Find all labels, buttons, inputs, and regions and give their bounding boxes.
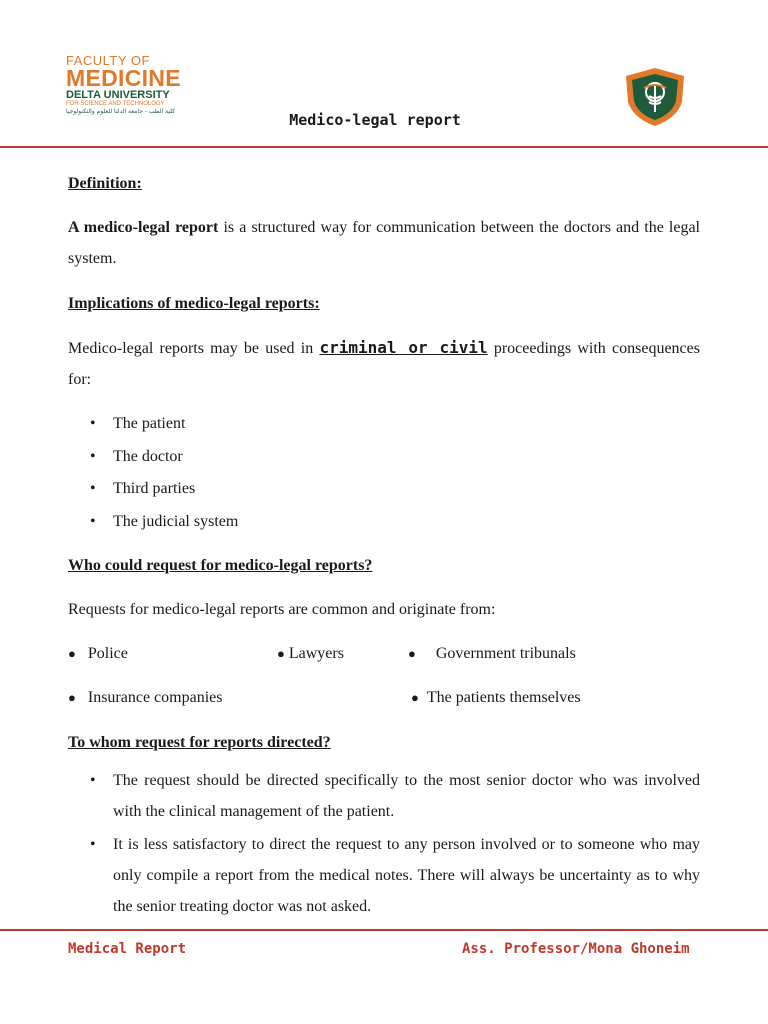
requesters-intro: Requests for medico-legal reports are common and originate from: — [68, 601, 496, 618]
requester-label: Police — [87, 645, 128, 662]
requester-patients: ● The patients themselves — [411, 689, 581, 706]
requester-lawyers: ● Lawyers — [277, 645, 344, 662]
requester-tribunals: ● Government tribunals — [408, 645, 576, 662]
requesters-heading: Who could request for medico-legal reports? — [68, 557, 373, 574]
logo-line-3: DELTA UNIVERSITY — [66, 89, 170, 101]
definition-heading: Definition: — [68, 175, 142, 192]
list-item: • The patient — [90, 416, 238, 449]
implications-paragraph — [68, 332, 700, 395]
logo-line-5: كلية الطب - جامعة الدلتا للعلوم والتكنولوجيا — [66, 108, 175, 115]
logo-line-4: FOR SCIENCE AND TECHNOLOGY — [66, 101, 165, 107]
requester-insurance: ● Insurance companies — [68, 689, 223, 706]
requester-label: Lawyers — [288, 645, 344, 662]
implications-text-after: proceedings with consequences for: — [68, 340, 700, 388]
definition-text: is a structured way for communication between the doctors and the legal system. — [68, 219, 700, 267]
footer-divider — [0, 929, 768, 931]
requester-label: Insurance companies — [87, 689, 223, 706]
definition-term: A medico-legal report — [68, 219, 219, 236]
requester-police: ● Police — [68, 645, 128, 662]
list-item: • The request should be directed specifically to the most senior doctor who was involved with the clinical management of the patient. — [90, 765, 700, 827]
implications-text-before: Medico-legal reports may be used in — [68, 340, 320, 357]
page-title: Medico-legal report — [289, 111, 461, 129]
list-item: • It is less satisfactory to direct the request to any person involved or to someone who may only compile a report from the medical notes. There will always be uncertainty as to why the senior treating doctor was not asked. — [90, 829, 700, 922]
definition-paragraph — [68, 212, 700, 274]
directed-heading: To whom request for reports directed? — [68, 734, 331, 751]
footer-left: Medical Report — [68, 941, 187, 957]
logo-line-2: MEDICINE — [66, 65, 181, 91]
requester-label: The patients themselves — [426, 689, 581, 706]
implications-emphasis: criminal or civil — [319, 338, 488, 357]
logo-line-1: FACULTY OF — [66, 53, 150, 68]
directed-list — [90, 765, 700, 924]
implications-list — [90, 416, 238, 546]
header-divider — [0, 146, 768, 148]
implications-heading: Implications of medico-legal reports: — [68, 295, 320, 312]
list-item: • The judicial system — [90, 514, 238, 547]
list-item: • The doctor — [90, 449, 238, 482]
requester-label: Government tribunals — [435, 645, 576, 662]
footer-right: Ass. Professor/Mona Ghoneim — [462, 941, 690, 957]
list-item: • Third parties — [90, 481, 238, 514]
